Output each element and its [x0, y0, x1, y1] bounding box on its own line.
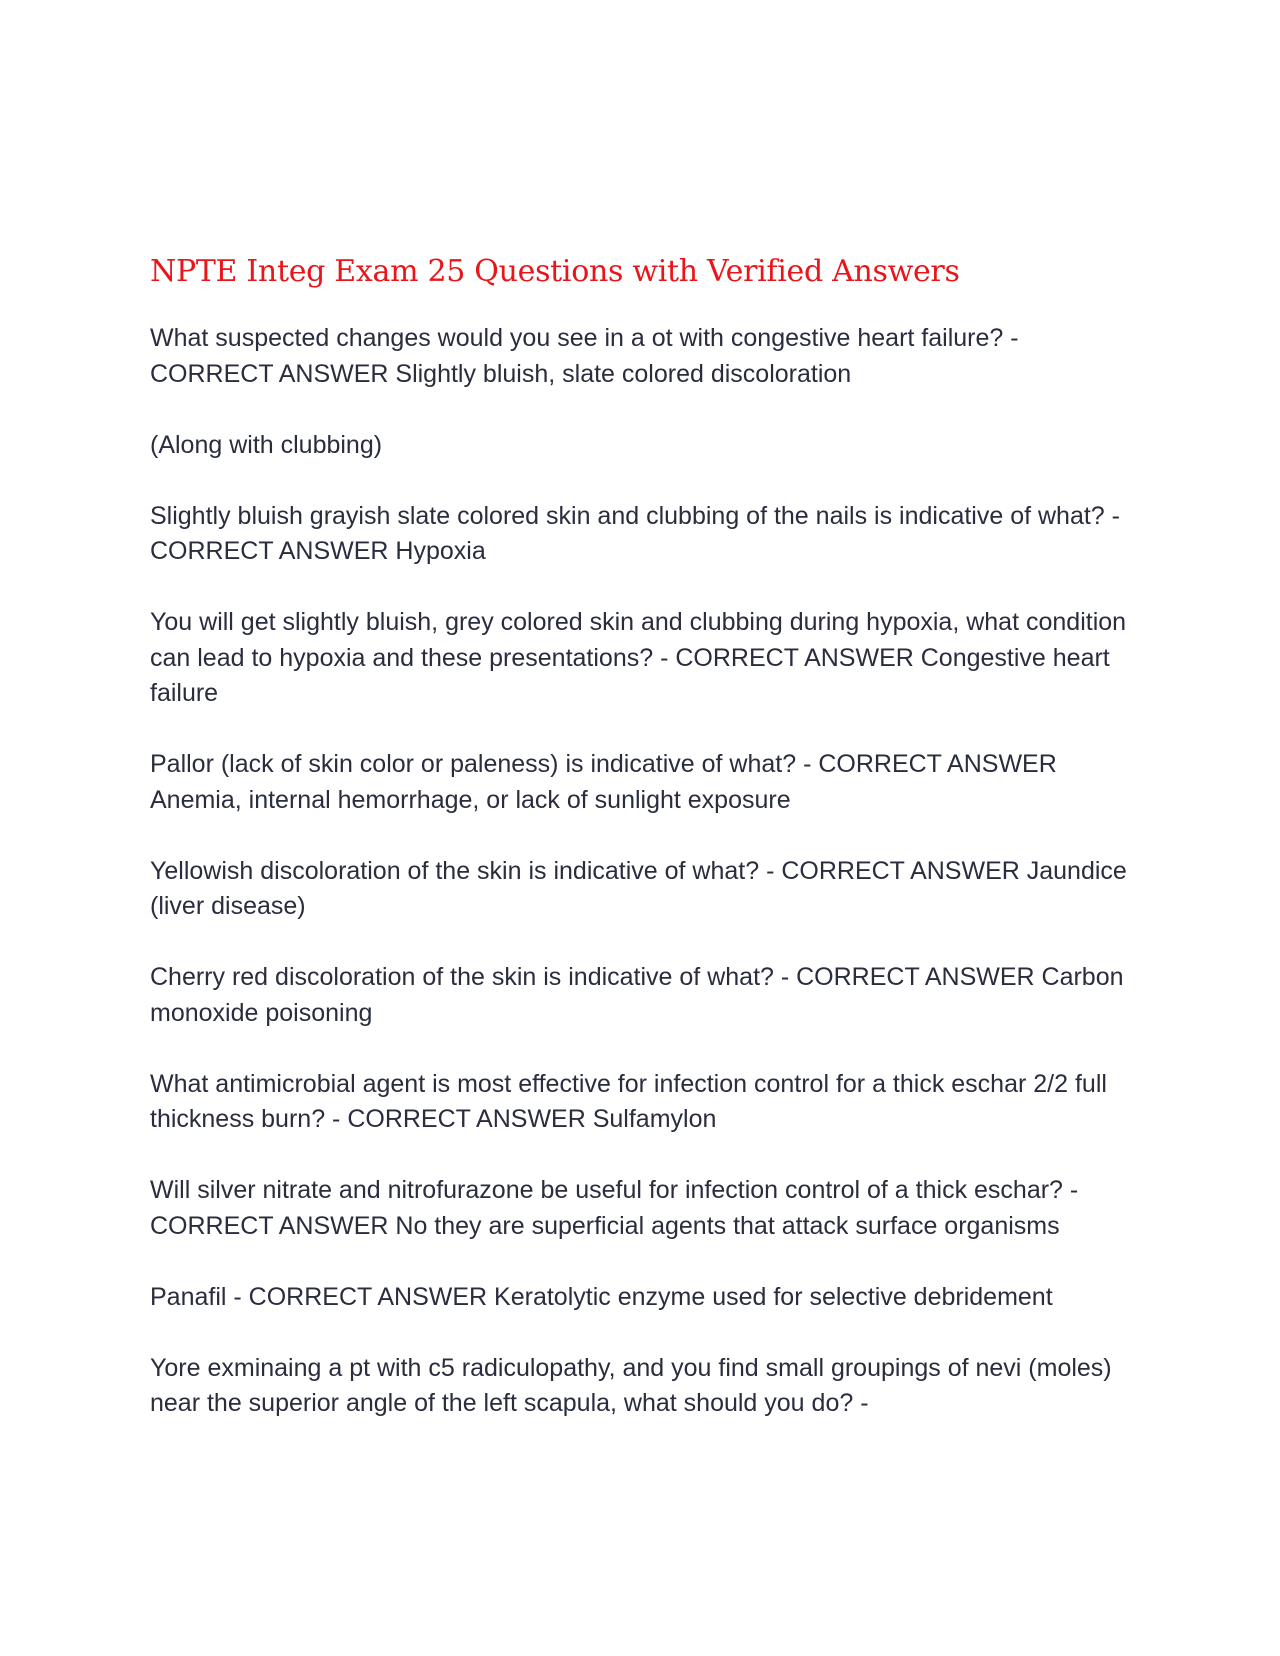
paragraph: Cherry red discoloration of the skin is indicative of what? - CORRECT ANSWER Carbon monoxide poisoning: [150, 963, 1124, 1027]
document-content: [150, 252, 1130, 1457]
paragraph: You will get slightly bluish, grey colored skin and clubbing during hypoxia, what condition can lead to hypoxia and these presentations? - CORRECT ANSWER Congestive heart failure: [150, 608, 1127, 707]
paragraph: What suspected changes would you see in a ot with congestive heart failure? - CORRECT ANSWER Slightly bluish, slate colored discoloration: [150, 324, 1019, 388]
paragraph: Panafil - CORRECT ANSWER Keratolytic enzyme used for selective debridement: [150, 1282, 1053, 1311]
paragraph: Yore exminaing a pt with c5 radiculopathy, and you find small groupings of nevi (moles) near the superior angle of the left scapula, what should you do? -: [150, 1353, 1112, 1417]
paragraph: (Along with clubbing): [150, 430, 383, 459]
paragraph: Yellowish discoloration of the skin is indicative of what? - CORRECT ANSWER Jaundice (liver disease): [150, 856, 1127, 920]
paragraph: Slightly bluish grayish slate colored skin and clubbing of the nails is indicative of what? - CORRECT ANSWER Hypoxia: [150, 501, 1120, 565]
paragraph: What antimicrobial agent is most effective for infection control for a thick eschar 2/2 full thickness burn? - CORRECT ANSWER Sulfamylon: [150, 1069, 1107, 1133]
document-title: NPTE Integ Exam 25 Questions with Verified Answers: [150, 254, 960, 289]
paragraph: Pallor (lack of skin color or paleness) is indicative of what? - CORRECT ANSWER Anemia, internal hemorrhage, or lack of sunlight exposure: [150, 750, 1057, 814]
paragraph: Will silver nitrate and nitrofurazone be useful for infection control of a thick eschar? - CORRECT ANSWER No they are superficial agents that attack surface organisms: [150, 1176, 1079, 1240]
